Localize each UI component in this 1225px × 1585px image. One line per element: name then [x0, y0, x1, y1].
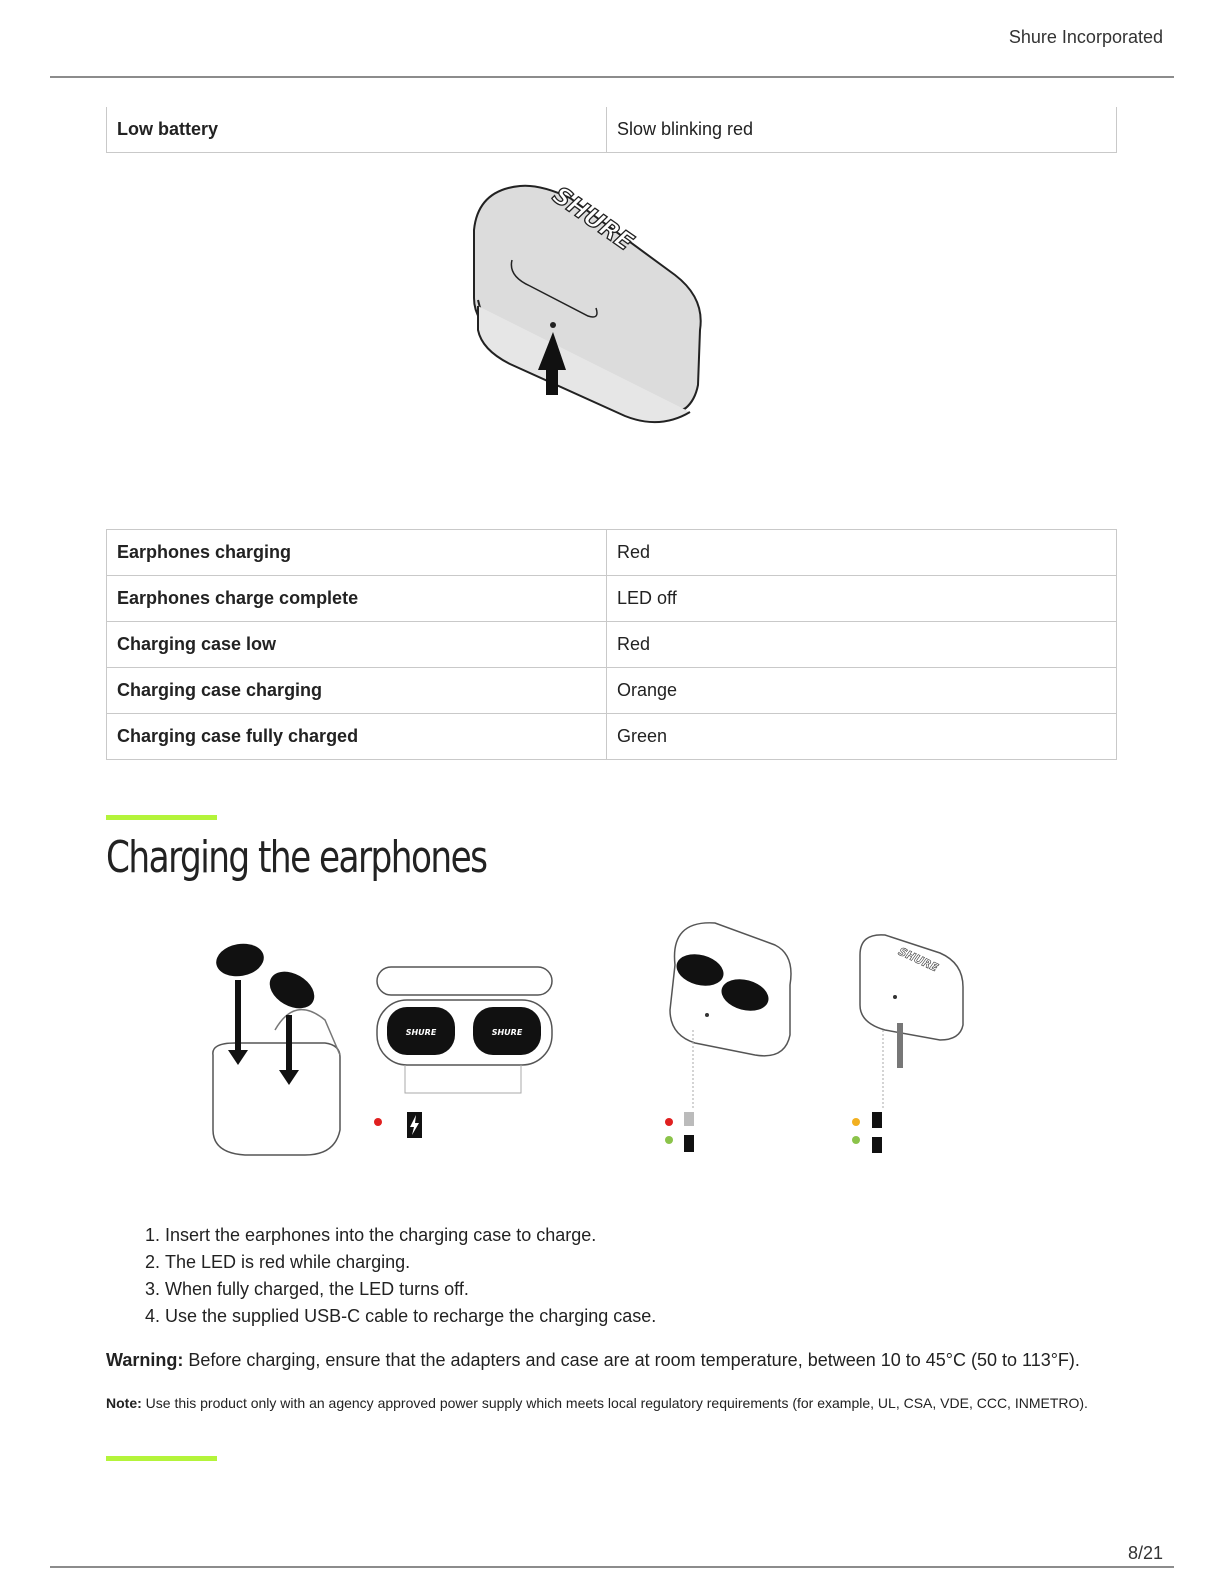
footer-rule — [50, 1566, 1174, 1568]
table-row — [107, 576, 1117, 622]
table-row — [107, 668, 1117, 714]
svg-text:SHURE: SHURE — [405, 1028, 437, 1037]
list-item: 2. The LED is red while charging. — [165, 1249, 656, 1276]
header-company-name: Shure Incorporated — [1008, 27, 1163, 47]
table-cell-value: LED off — [607, 576, 1117, 622]
battery-full-icon — [872, 1137, 882, 1153]
battery-full-icon — [684, 1135, 694, 1152]
led-dot — [550, 322, 556, 328]
led-table-continued — [106, 107, 1117, 153]
table-cell-value: Slow blinking red — [607, 107, 1117, 153]
note-text: Use this product only with an agency approved power supply which meets local regulatory requirements (for example, UL, CSA, VDE, CCC, INMETRO). — [141, 1395, 1088, 1411]
usb-c-cable — [897, 1023, 903, 1068]
note-label: Note: — [106, 1395, 142, 1411]
page-number: 8/21 — [1127, 1543, 1163, 1563]
table-cell-label: Charging case low — [107, 622, 607, 668]
led-green-indicator — [852, 1136, 860, 1144]
led-status-table — [106, 529, 1117, 760]
charging-case-led-figure — [460, 180, 720, 430]
table-row — [107, 622, 1117, 668]
table-cell-label: Earphones charging — [107, 530, 607, 576]
section-title: Charging the earphones — [106, 832, 487, 883]
warning-paragraph — [106, 1350, 1080, 1371]
table-row — [107, 107, 1117, 153]
section-accent-bar — [106, 815, 217, 820]
table-row — [107, 530, 1117, 576]
svg-text:SHURE: SHURE — [896, 944, 941, 975]
list-item: 4. Use the supplied USB-C cable to recharge the charging case. — [165, 1303, 656, 1330]
warning-label: Warning: — [106, 1350, 184, 1370]
shure-logo: SHURE — [547, 180, 639, 257]
led-green-indicator — [665, 1136, 673, 1144]
section-accent-bar — [106, 1456, 217, 1461]
earphones-in-case-figure — [665, 923, 791, 1152]
svg-text:SHURE: SHURE — [491, 1028, 523, 1037]
table-cell-value: Red — [607, 622, 1117, 668]
led-orange-indicator — [852, 1118, 860, 1126]
battery-charging-icon — [872, 1112, 882, 1128]
header-rule — [50, 76, 1174, 78]
case-usbc-charging-figure — [852, 935, 963, 1153]
table-row — [107, 714, 1117, 760]
led-red-indicator — [665, 1118, 673, 1126]
table-cell-label: Low battery — [107, 107, 607, 153]
warning-text: Before charging, ensure that the adapters and case are at room temperature, between 10 to 45°C (50 to 113°F). — [183, 1350, 1080, 1370]
list-item: 1. Insert the earphones into the charging case to charge. — [165, 1222, 656, 1249]
table-cell-value: Red — [607, 530, 1117, 576]
open-case-top-view — [374, 967, 552, 1138]
battery-empty-icon — [684, 1112, 694, 1126]
table-cell-value: Orange — [607, 668, 1117, 714]
charging-steps-list — [135, 1222, 656, 1330]
table-cell-label: Earphones charge complete — [107, 576, 607, 622]
note-paragraph — [106, 1395, 1088, 1411]
charging-steps-illustration — [195, 915, 985, 1165]
table-cell-label: Charging case fully charged — [107, 714, 607, 760]
insert-earphones-figure — [213, 940, 340, 1155]
led-red-indicator — [374, 1118, 382, 1126]
table-cell-value: Green — [607, 714, 1117, 760]
list-item: 3. When fully charged, the LED turns off. — [165, 1276, 656, 1303]
table-cell-label: Charging case charging — [107, 668, 607, 714]
